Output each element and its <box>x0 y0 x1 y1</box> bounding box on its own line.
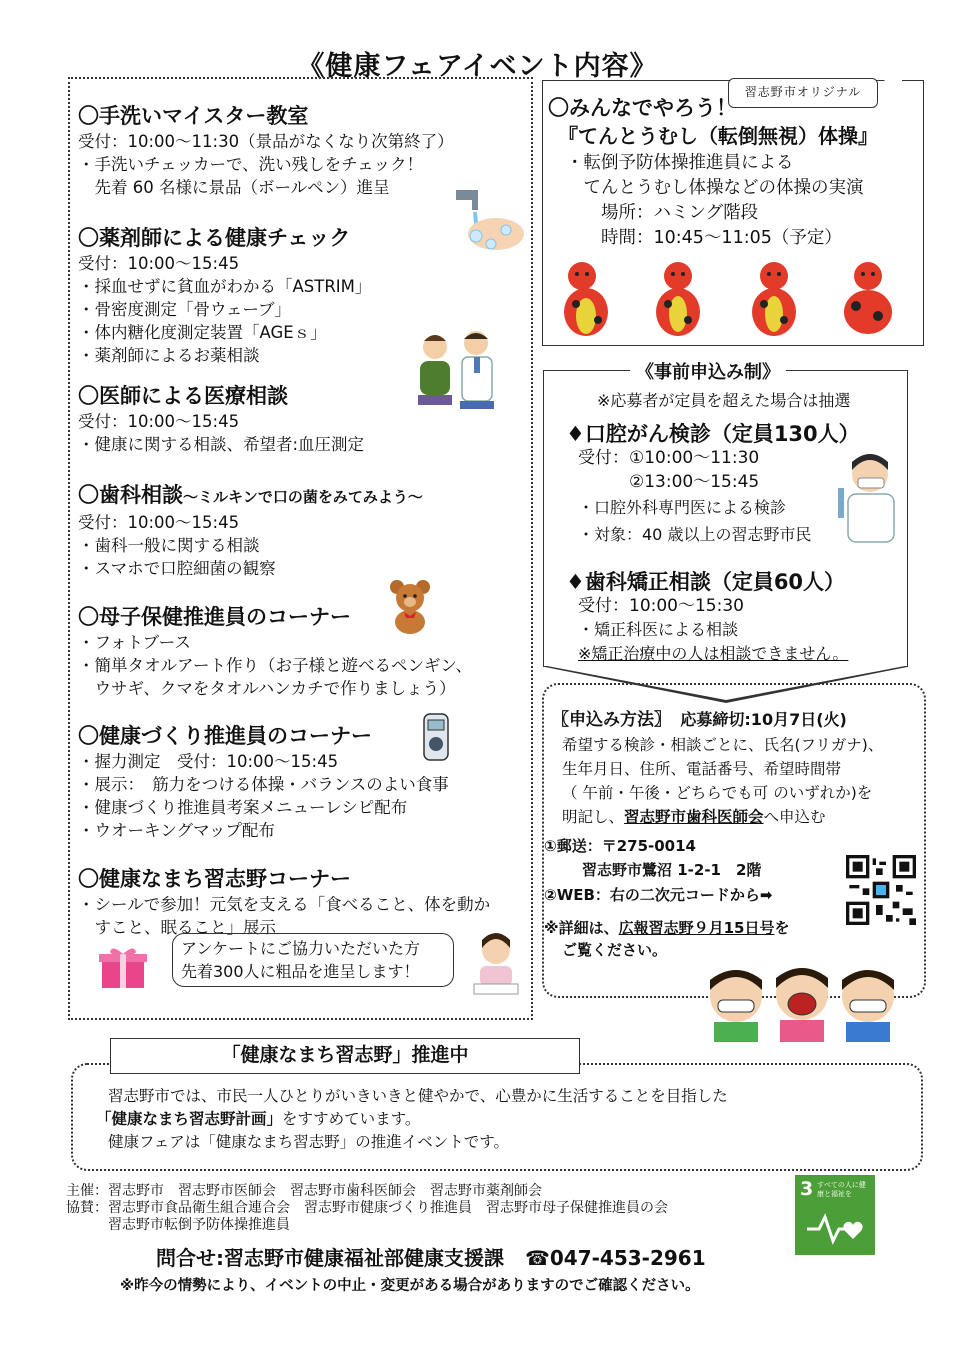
mail-address: 習志野市鷺沼 1-2-1 2階 <box>582 861 762 879</box>
detail-line: ご覧ください。 <box>562 941 668 959</box>
section-doctor <box>78 382 528 456</box>
ladybug-illustration <box>548 258 918 342</box>
ladybug-3 <box>752 262 796 336</box>
organizers <box>66 1183 668 1234</box>
section-line: ・歯科一般に関する相談 <box>78 536 260 555</box>
promo-text: をすすめています。 <box>282 1110 421 1128</box>
section-maternal <box>78 603 528 700</box>
exercise-details <box>566 151 864 251</box>
promo-line: 健康フェアは「健康なまち習志野」の推進イベントです。 <box>108 1133 509 1151</box>
section-line: ・ウオーキングマップ配布 <box>78 821 275 840</box>
section-title: 〇医師による医療相談 <box>78 384 288 408</box>
promo-plan-name: 「健康なまち習志野計画」 <box>96 1110 283 1128</box>
detail-line: ・対象：40 歳以上の習志野市民 <box>578 525 812 544</box>
apply-line: 生年月日、住所、電話番号、希望時間帯 <box>562 760 842 778</box>
detail-line: ※矯正治療中の人は相談できません。 <box>578 644 849 663</box>
exercise-line: ・転倒予防体操推進員による <box>566 153 794 173</box>
section-line: ・採血せずに貧血がわかる「ASTRIM」 <box>78 277 372 296</box>
sdg-text: すべての人に健康と福祉を <box>817 1181 866 1198</box>
dentist-illustration <box>838 448 904 548</box>
section-line: ・簡単タオルアート作り（お子様と遊べるペンギン、 <box>78 656 473 675</box>
detail-line: ・矯正科医による相談 <box>578 620 739 639</box>
ladybug-2 <box>656 262 700 336</box>
detail-text: を <box>774 919 790 937</box>
section-dental <box>78 481 528 580</box>
kids-teeth-illustration <box>700 960 905 1042</box>
organizer-line: 主催：習志野市 習志野市医師会 習志野市歯科医師会 習志野市薬剤師会 <box>66 1183 542 1199</box>
exercise-title-2: 『てんとうむし（転倒無視）体操』 <box>558 124 878 148</box>
oral-cancer-title: ♦口腔がん検診（定員130人） <box>566 422 860 446</box>
survey-bubble <box>172 933 454 987</box>
bubble-line: アンケートにご協力いただいた方 <box>181 939 421 958</box>
promotion-text <box>96 1085 728 1154</box>
exercise-line: 時間：10:45～11:05（予定） <box>566 228 842 248</box>
section-handwash <box>78 102 528 199</box>
sponsor-line: 協賛：習志野市食品衛生組合連合会 習志野市健康づくり推進員 習志野市母子保健推進員の会 <box>66 1200 668 1216</box>
detail-publication: 広報習志野９月15日号 <box>618 919 775 937</box>
gift-icon <box>96 944 150 990</box>
section-title: 〇薬剤師による健康チェック <box>78 226 351 250</box>
section-line: 受付：10:00～11:30（景品がなくなり次第終了） <box>78 132 454 151</box>
section-line: ・健康に関する相談、希望者:血圧測定 <box>78 435 365 454</box>
reservation-note: ※応募者が定員を超えた場合は抽選 <box>597 391 851 410</box>
promotion-banner: 「健康なまち習志野」推進中 <box>110 1038 580 1074</box>
application-instructions <box>562 733 883 829</box>
qr-code[interactable] <box>846 855 916 925</box>
apply-heading-text: 〖申込み方法〗 <box>552 710 671 730</box>
contact-phone[interactable]: ☎047-453-2961 <box>524 1246 706 1270</box>
sponsor-line: 習志野市転倒予防体操推進員 <box>66 1217 290 1233</box>
grip-meter-illustration <box>420 712 452 762</box>
section-title <box>78 481 528 511</box>
detail-line <box>544 917 789 939</box>
heartbeat-icon <box>805 1211 865 1245</box>
section-line: ・シールで参加！元気を支える「食べること、体を動か <box>78 895 491 914</box>
contact-line <box>156 1242 706 1271</box>
exercise-line: 場所：ハミング階段 <box>566 203 759 223</box>
section-line: ・握力測定 受付：10:00～15:45 <box>78 752 339 771</box>
application-detail <box>544 917 789 961</box>
oral-cancer-details <box>578 446 811 547</box>
apply-text: 明記し、 <box>562 808 625 826</box>
exercise-line: てんとうむし体操などの体操の実演 <box>566 178 864 198</box>
section-line: 受付：10:00～15:45 <box>78 412 240 431</box>
section-line: ・展示： 筋力をつける体操・バランスのよい食事 <box>78 775 449 794</box>
detail-line: 受付：10:00～15:30 <box>578 596 744 616</box>
section-title: 〇健康なまち習志野コーナー <box>78 867 351 891</box>
ladybug-4 <box>844 262 892 334</box>
application-web: ②WEB：右の二次元コードから➡ <box>544 886 773 904</box>
section-line: ・骨密度測定「骨ウェーブ」 <box>78 300 292 319</box>
apply-deadline: 応募締切:10月7日(火) <box>680 710 847 729</box>
bubble-line: 先着300人に粗品を進呈します！ <box>181 962 420 981</box>
apply-line: （ 午前・午後・どちらでも可 のいずれか)を <box>562 784 873 802</box>
application-mail <box>544 834 761 882</box>
application-heading <box>552 705 847 730</box>
apply-text: へ申込む <box>763 808 826 826</box>
section-line: ・健康づくり推進員考案メニューレシピ配布 <box>78 798 408 817</box>
girl-writing-illustration <box>470 930 522 996</box>
section-line: 受付：10:00～15:45 <box>78 513 240 532</box>
promo-line: 習志野市では、市民一人ひとりがいきいきと健やかで、心豊かに生活することを目指した <box>108 1087 728 1105</box>
exercise-title-1: 〇みんなでやろう！ <box>548 96 737 120</box>
reservation-title: 《事前申込み制》 <box>630 358 786 384</box>
detail-line: ・口腔外科専門医による検診 <box>578 498 787 517</box>
section-title-main: 〇歯科相談 <box>78 483 183 507</box>
section-line: すこと、眠ること」展示 <box>78 918 276 937</box>
section-line: 先着 60 名様に景品（ボールペン）進呈 <box>78 178 390 197</box>
section-line: ・フォトブース <box>78 633 191 652</box>
section-title: 〇健康づくり推進員のコーナー <box>78 724 372 748</box>
teddy-bear-illustration <box>388 578 432 634</box>
detail-line: ②13:00～15:45 <box>578 472 760 492</box>
section-healthy-town <box>78 865 528 939</box>
detail-text: ※詳細は、 <box>544 919 619 937</box>
original-badge: 習志野市オリジナル <box>728 78 878 108</box>
apply-line: 希望する検診・相談ごとに、氏名(フリガナ)、 <box>562 736 884 754</box>
orthodontic-title: ♦歯科矯正相談（定員60人） <box>566 570 846 594</box>
notice-text: ※昨今の情勢により、イベントの中止・変更がある場合がありますのでご確認ください。 <box>120 1278 700 1294</box>
section-health-promotion <box>78 722 528 842</box>
section-line: ・体内糖化度測定装置「AGEｓ」 <box>78 323 327 342</box>
promo-line <box>96 1108 728 1131</box>
page-title: 《健康フェアイベント内容》 <box>297 51 658 82</box>
ladybug-1 <box>564 262 608 336</box>
mail-line: ①郵送：〒275-0014 <box>544 837 696 855</box>
section-subtitle: ～ミルキンで口の菌をみてみよう～ <box>183 488 423 506</box>
detail-line: 受付：①10:00～11:30 <box>578 448 760 468</box>
sdg-badge <box>795 1175 875 1255</box>
section-line: 受付：10:00～15:45 <box>78 254 240 273</box>
apply-org: 習志野市歯科医師会 <box>624 808 764 826</box>
section-line: ウサギ、クマをタオルハンカチで作りましょう） <box>78 679 456 698</box>
orthodontic-details <box>578 594 848 666</box>
section-title: 〇手洗いマイスター教室 <box>78 104 309 128</box>
apply-line <box>562 805 883 829</box>
section-title: 〇母子保健推進員のコーナー <box>78 605 351 629</box>
contact-text: 問合せ:習志野市健康福祉部健康支援課 <box>156 1246 504 1270</box>
section-line: ・手洗いチェッカーで、洗い残しをチェック！ <box>78 155 424 174</box>
section-line: ・スマホで口腔細菌の観察 <box>78 559 276 578</box>
sdg-number: 3 <box>800 1178 814 1200</box>
section-line: ・薬剤師によるお薬相談 <box>78 346 260 365</box>
